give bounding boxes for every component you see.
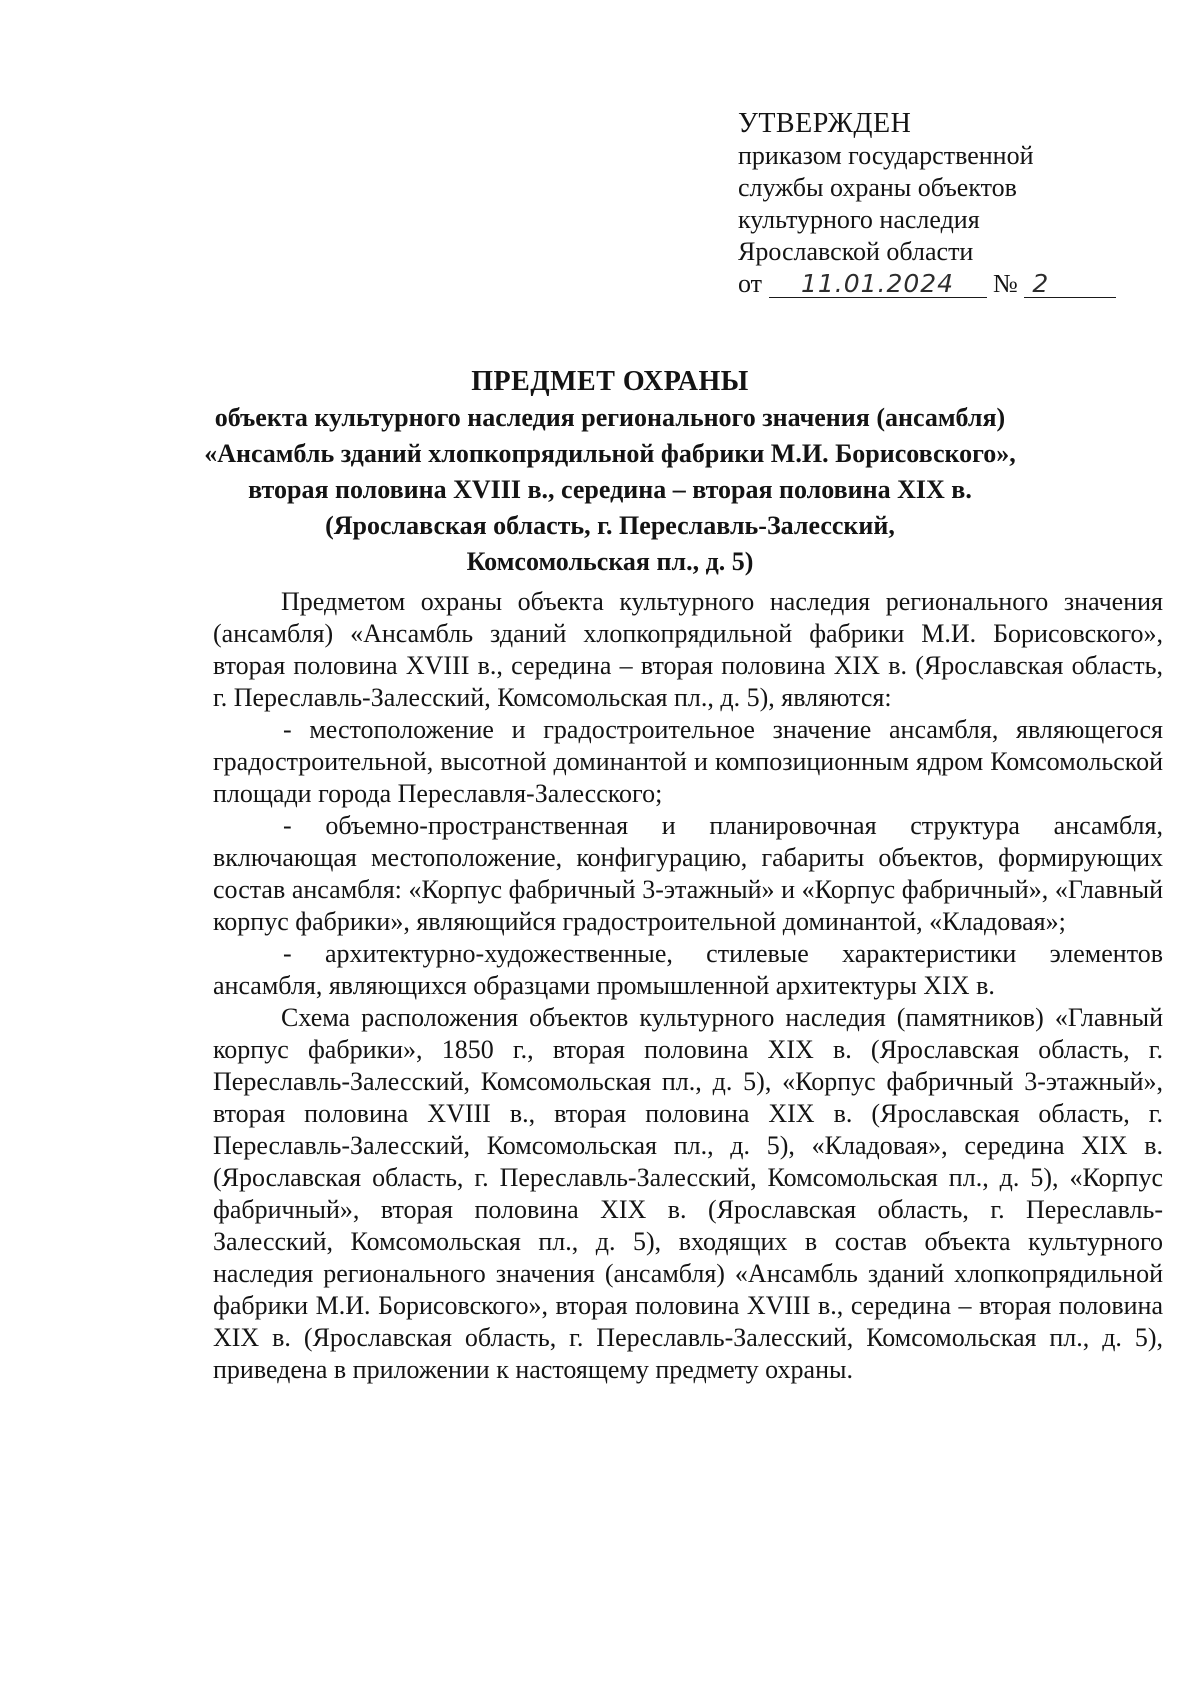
document-heading bbox=[170, 364, 1050, 580]
document-body bbox=[213, 586, 1163, 1386]
intro-paragraph: Предметом охраны объекта культурного наследия регионального значения (ансамбля) «Ансамбль зданий хлопкопрядильной фабрики М.И. Борисовского», вторая половина XVIII в., середина – вторая половина XIX в. (Ярославская область, г. Переславль-Залесский, Комсомольская пл., д. 5), являются: bbox=[213, 587, 1163, 712]
page-title: ПРЕДМЕТ ОХРАНЫ bbox=[471, 366, 749, 397]
handwritten-number: 2 bbox=[1024, 271, 1116, 298]
number-prefix: № bbox=[993, 269, 1018, 298]
scheme-paragraph: Схема расположения объектов культурного наследия (памятников) «Главный корпус фабрики», 1850 г., вторая половина XIX в. (Ярославская область, г. Переславль-Залесский, Комсомольская пл., д. 5), «Корпус фабричный 3-этажный», вторая половина XVIII в., вторая половина XIX в. (Ярославская область, г. Переславль-Залесский, Комсомольская пл., д. 5), «Кладовая», середина XIX в. (Ярославская область, г. Переславль-Залесский, Комсомольская пл., д. 5), «Корпус фабричный», вторая половина XIX в. (Ярославская область, г. Переславль-Залесский, Комсомольская пл., д. 5), входящих в состав объекта культурного наследия регионального значения (ансамбля) «Ансамбль зданий хлопкопрядильной фабрики М.И. Борисовского», вторая половина XVIII в., середина – вторая половина XIX в. (Ярославская область, г. Переславль-Залесский, Комсомольская пл., д. 5), приведена в приложении к настоящему предмету охраны. bbox=[213, 1003, 1163, 1384]
approval-title: УТВЕРЖДЕН bbox=[738, 108, 912, 139]
approval-line: приказом государственной bbox=[738, 141, 1034, 170]
heading-line: «Ансамбль зданий хлопкопрядильной фабрики М.И. Борисовского», bbox=[204, 439, 1016, 468]
approval-line: культурного наследия bbox=[738, 205, 980, 234]
handwritten-date: 11.01.2024 bbox=[769, 271, 987, 298]
approval-line: Ярославской области bbox=[738, 237, 974, 266]
approval-date-line bbox=[738, 268, 1158, 300]
approval-stamp bbox=[738, 108, 1158, 300]
heading-line: вторая половина XVIII в., середина – вторая половина XIX в. bbox=[248, 475, 972, 504]
date-prefix: от bbox=[738, 269, 763, 298]
heading-line: Комсомольская пл., д. 5) bbox=[466, 547, 754, 576]
list-item: - объемно-пространственная и планировочная структура ансамбля, включающая местоположение, конфигурацию, габариты объектов, формирующих состав ансамбля: «Корпус фабричный 3-этажный» и «Корпус фабричный», «Главный корпус фабрики», являющийся градостроительной доминантой, «Кладовая»; bbox=[213, 811, 1163, 936]
heading-line: (Ярославская область, г. Переславль-Залесский, bbox=[325, 511, 895, 540]
approval-line: службы охраны объектов bbox=[738, 173, 1017, 202]
heading-line: объекта культурного наследия регионального значения (ансамбля) bbox=[214, 403, 1006, 432]
list-item: - местоположение и градостроительное значение ансамбля, являющегося градостроительной, высотной доминантой и композиционным ядром Комсомольской площади города Переславля-Залесского; bbox=[213, 715, 1163, 808]
list-item: - архитектурно-художественные, стилевые характеристики элементов ансамбля, являющихся образцами промышленной архитектуры XIX в. bbox=[213, 939, 1163, 1000]
